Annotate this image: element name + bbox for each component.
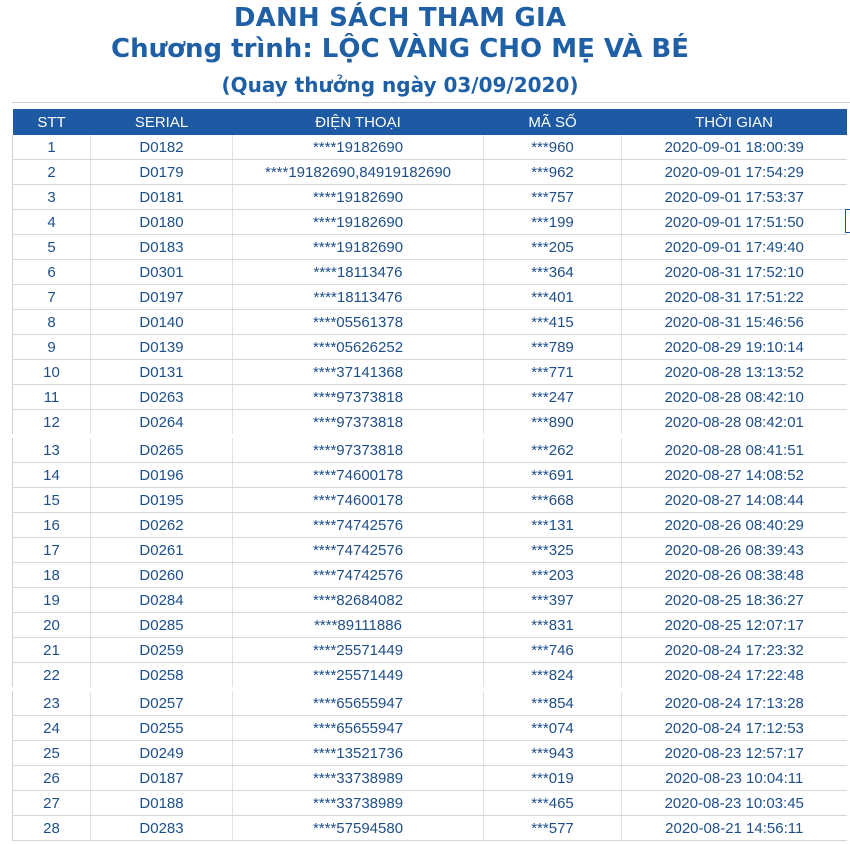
cell-code[interactable]: ***962 [484, 160, 622, 185]
cell-time[interactable]: 2020-08-25 18:36:27 [622, 588, 847, 613]
cell-time[interactable]: 2020-08-24 17:23:32 [622, 638, 847, 663]
table-row [13, 260, 847, 285]
cell-code[interactable]: ***854 [484, 689, 622, 716]
cell-code[interactable]: ***131 [484, 513, 622, 538]
cell-stt[interactable]: 21 [13, 638, 91, 663]
table-row [13, 463, 847, 488]
cell-stt[interactable]: 3 [13, 185, 91, 210]
cell-phone[interactable]: ****19182690 [233, 235, 484, 260]
table-row [13, 436, 847, 463]
cell-stt[interactable]: 24 [13, 716, 91, 741]
table-row [13, 766, 847, 791]
table-row [13, 716, 847, 741]
cell-serial[interactable]: D0188 [91, 791, 233, 816]
cell-phone[interactable]: ****57594580 [233, 816, 484, 841]
cell-time[interactable]: 2020-08-26 08:39:43 [622, 538, 847, 563]
table-row [13, 588, 847, 613]
cell-phone[interactable]: ****65655947 [233, 689, 484, 716]
cell-code[interactable]: ***668 [484, 488, 622, 513]
table-row [13, 310, 847, 335]
table-body [13, 135, 847, 841]
cell-serial[interactable]: D0285 [91, 613, 233, 638]
cell-phone[interactable]: ****33738989 [233, 791, 484, 816]
cell-code[interactable]: ***771 [484, 360, 622, 385]
cell-serial[interactable]: D0265 [91, 436, 233, 463]
cell-time[interactable]: 2020-08-27 14:08:52 [622, 463, 847, 488]
cell-stt[interactable]: 12 [13, 410, 91, 437]
cell-code[interactable]: ***415 [484, 310, 622, 335]
cell-serial[interactable]: D0257 [91, 689, 233, 716]
cell-code[interactable]: ***577 [484, 816, 622, 841]
cell-code[interactable]: ***019 [484, 766, 622, 791]
cell-selection-marker [845, 209, 850, 233]
table-row [13, 185, 847, 210]
cell-time[interactable]: 2020-08-28 08:42:10 [622, 385, 847, 410]
table-row [13, 285, 847, 310]
header-time[interactable]: THỜI GIAN [622, 109, 847, 135]
cell-phone[interactable]: ****65655947 [233, 716, 484, 741]
cell-serial[interactable]: D0301 [91, 260, 233, 285]
cell-serial[interactable]: D0264 [91, 410, 233, 437]
cell-stt[interactable]: 26 [13, 766, 91, 791]
table-row [13, 160, 847, 185]
cell-time[interactable]: 2020-08-31 15:46:56 [622, 310, 847, 335]
cell-code[interactable]: ***199 [484, 210, 622, 235]
cell-phone[interactable]: ****97373818 [233, 385, 484, 410]
cell-time[interactable]: 2020-08-28 08:41:51 [622, 436, 847, 463]
table-row [13, 741, 847, 766]
cell-stt[interactable]: 25 [13, 741, 91, 766]
cell-phone[interactable]: ****13521736 [233, 741, 484, 766]
cell-phone[interactable]: ****05626252 [233, 335, 484, 360]
cell-stt[interactable]: 9 [13, 335, 91, 360]
cell-phone[interactable]: ****19182690 [233, 185, 484, 210]
cell-time[interactable]: 2020-08-27 14:08:44 [622, 488, 847, 513]
cell-stt[interactable]: 20 [13, 613, 91, 638]
cell-code[interactable]: ***203 [484, 563, 622, 588]
cell-serial[interactable]: D0183 [91, 235, 233, 260]
cell-stt[interactable]: 4 [13, 210, 91, 235]
cell-code[interactable]: ***890 [484, 410, 622, 437]
cell-time[interactable]: 2020-09-01 17:53:37 [622, 185, 847, 210]
cell-time[interactable]: 2020-08-31 17:51:22 [622, 285, 847, 310]
cell-phone[interactable]: ****74742576 [233, 563, 484, 588]
cell-phone[interactable]: ****74600178 [233, 463, 484, 488]
cell-time[interactable]: 2020-08-24 17:22:48 [622, 663, 847, 690]
cell-serial[interactable]: D0181 [91, 185, 233, 210]
cell-serial[interactable]: D0140 [91, 310, 233, 335]
cell-time[interactable]: 2020-09-01 18:00:39 [622, 135, 847, 160]
cell-time[interactable]: 2020-08-25 12:07:17 [622, 613, 847, 638]
cell-time[interactable]: 2020-08-26 08:38:48 [622, 563, 847, 588]
cell-time[interactable]: 2020-09-01 17:49:40 [622, 235, 847, 260]
cell-phone[interactable]: ****19182690 [233, 135, 484, 160]
cell-code[interactable]: ***325 [484, 538, 622, 563]
cell-phone[interactable]: ****19182690,84919182690 [233, 160, 484, 185]
cell-code[interactable]: ***262 [484, 436, 622, 463]
cell-code[interactable]: ***746 [484, 638, 622, 663]
cell-phone[interactable]: ****25571449 [233, 663, 484, 690]
table-header-row [13, 109, 847, 135]
cell-code[interactable]: ***364 [484, 260, 622, 285]
cell-code[interactable]: ***943 [484, 741, 622, 766]
program-name: Chương trình: LỘC VÀNG CHO MẸ VÀ BÉ [111, 34, 689, 64]
header-serial[interactable]: SERIAL [91, 109, 233, 135]
cell-serial[interactable]: D0187 [91, 766, 233, 791]
cell-stt[interactable]: 1 [13, 135, 91, 160]
cell-phone[interactable]: ****05561378 [233, 310, 484, 335]
cell-stt[interactable]: 5 [13, 235, 91, 260]
cell-serial[interactable]: D0258 [91, 663, 233, 690]
cell-stt[interactable]: 6 [13, 260, 91, 285]
cell-time[interactable]: 2020-08-24 17:12:53 [622, 716, 847, 741]
cell-phone[interactable]: ****25571449 [233, 638, 484, 663]
cell-stt[interactable]: 14 [13, 463, 91, 488]
table-row [13, 538, 847, 563]
cell-serial[interactable]: D0255 [91, 716, 233, 741]
cell-serial[interactable]: D0131 [91, 360, 233, 385]
cell-time[interactable]: 2020-08-31 17:52:10 [622, 260, 847, 285]
header-stt[interactable]: STT [13, 109, 91, 135]
cell-phone[interactable]: ****19182690 [233, 210, 484, 235]
cell-serial[interactable]: D0260 [91, 563, 233, 588]
table-row [13, 613, 847, 638]
cell-stt[interactable]: 13 [13, 436, 91, 463]
table-row [13, 513, 847, 538]
cell-time[interactable]: 2020-09-01 17:51:50 [622, 210, 847, 235]
title-block [0, 0, 850, 104]
cell-phone[interactable]: ****82684082 [233, 588, 484, 613]
cell-time[interactable]: 2020-08-24 17:13:28 [622, 689, 847, 716]
cell-phone[interactable]: ****18113476 [233, 285, 484, 310]
cell-stt[interactable]: 15 [13, 488, 91, 513]
header-phone[interactable]: ĐIỆN THOẠI [233, 109, 484, 135]
cell-stt[interactable]: 17 [13, 538, 91, 563]
cell-serial[interactable]: D0263 [91, 385, 233, 410]
cell-stt[interactable]: 7 [13, 285, 91, 310]
cell-phone[interactable]: ****37141368 [233, 360, 484, 385]
table-row [13, 563, 847, 588]
table-row [13, 135, 847, 160]
cell-serial[interactable]: D0259 [91, 638, 233, 663]
cell-stt[interactable]: 11 [13, 385, 91, 410]
cell-phone[interactable]: ****33738989 [233, 766, 484, 791]
table-row [13, 791, 847, 816]
cell-code[interactable]: ***247 [484, 385, 622, 410]
cell-time[interactable]: 2020-08-21 14:56:11 [622, 816, 847, 841]
cell-serial[interactable]: D0196 [91, 463, 233, 488]
cell-time[interactable]: 2020-08-23 12:57:17 [622, 741, 847, 766]
cell-serial[interactable]: D0283 [91, 816, 233, 841]
cell-code[interactable]: ***465 [484, 791, 622, 816]
cell-phone[interactable]: ****74600178 [233, 488, 484, 513]
table-row [13, 816, 847, 841]
cell-serial[interactable]: D0261 [91, 538, 233, 563]
table-row [13, 410, 847, 437]
cell-stt[interactable]: 22 [13, 663, 91, 690]
cell-code[interactable]: ***789 [484, 335, 622, 360]
table-row [13, 235, 847, 260]
header-code[interactable]: MÃ SỐ [484, 109, 622, 135]
cell-time[interactable]: 2020-08-28 08:42:01 [622, 410, 847, 437]
cell-serial[interactable]: D0195 [91, 488, 233, 513]
cell-time[interactable]: 2020-08-28 13:13:52 [622, 360, 847, 385]
cell-phone[interactable]: ****74742576 [233, 538, 484, 563]
table-row [13, 663, 847, 690]
cell-serial[interactable]: D0179 [91, 160, 233, 185]
cell-serial[interactable]: D0249 [91, 741, 233, 766]
cell-time[interactable]: 2020-09-01 17:54:29 [622, 160, 847, 185]
cell-serial[interactable]: D0284 [91, 588, 233, 613]
cell-serial[interactable]: D0197 [91, 285, 233, 310]
participants-table [12, 109, 847, 841]
cell-stt[interactable]: 19 [13, 588, 91, 613]
cell-phone[interactable]: ****97373818 [233, 410, 484, 437]
table-row [13, 488, 847, 513]
cell-code[interactable]: ***074 [484, 716, 622, 741]
cell-time[interactable]: 2020-08-26 08:40:29 [622, 513, 847, 538]
cell-time[interactable]: 2020-08-29 19:10:14 [622, 335, 847, 360]
cell-code[interactable]: ***401 [484, 285, 622, 310]
cell-code[interactable]: ***397 [484, 588, 622, 613]
cell-stt[interactable]: 2 [13, 160, 91, 185]
cell-phone[interactable]: ****89111886 [233, 613, 484, 638]
cell-stt[interactable]: 23 [13, 689, 91, 716]
cell-code[interactable]: ***831 [484, 613, 622, 638]
cell-stt[interactable]: 18 [13, 563, 91, 588]
cell-stt[interactable]: 10 [13, 360, 91, 385]
cell-code[interactable]: ***691 [484, 463, 622, 488]
cell-stt[interactable]: 27 [13, 791, 91, 816]
cell-serial[interactable]: D0182 [91, 135, 233, 160]
table-row [13, 638, 847, 663]
cell-code[interactable]: ***205 [484, 235, 622, 260]
cell-serial[interactable]: D0180 [91, 210, 233, 235]
cell-stt[interactable]: 28 [13, 816, 91, 841]
cell-serial[interactable]: D0139 [91, 335, 233, 360]
cell-serial[interactable]: D0262 [91, 513, 233, 538]
cell-phone[interactable]: ****97373818 [233, 436, 484, 463]
cell-code[interactable]: ***824 [484, 663, 622, 690]
table-row [13, 385, 847, 410]
table-row [13, 335, 847, 360]
cell-code[interactable]: ***757 [484, 185, 622, 210]
cell-phone[interactable]: ****18113476 [233, 260, 484, 285]
table-row [13, 360, 847, 385]
cell-time[interactable]: 2020-08-23 10:04:11 [622, 766, 847, 791]
draw-date: (Quay thưởng ngày 03/09/2020) [221, 73, 579, 97]
cell-code[interactable]: ***960 [484, 135, 622, 160]
page-title: DANH SÁCH THAM GIA [233, 3, 567, 33]
cell-time[interactable]: 2020-08-23 10:03:45 [622, 791, 847, 816]
table-row [13, 689, 847, 716]
table-row [13, 210, 847, 235]
cell-phone[interactable]: ****74742576 [233, 513, 484, 538]
cell-stt[interactable]: 8 [13, 310, 91, 335]
cell-stt[interactable]: 16 [13, 513, 91, 538]
divider [12, 102, 850, 103]
